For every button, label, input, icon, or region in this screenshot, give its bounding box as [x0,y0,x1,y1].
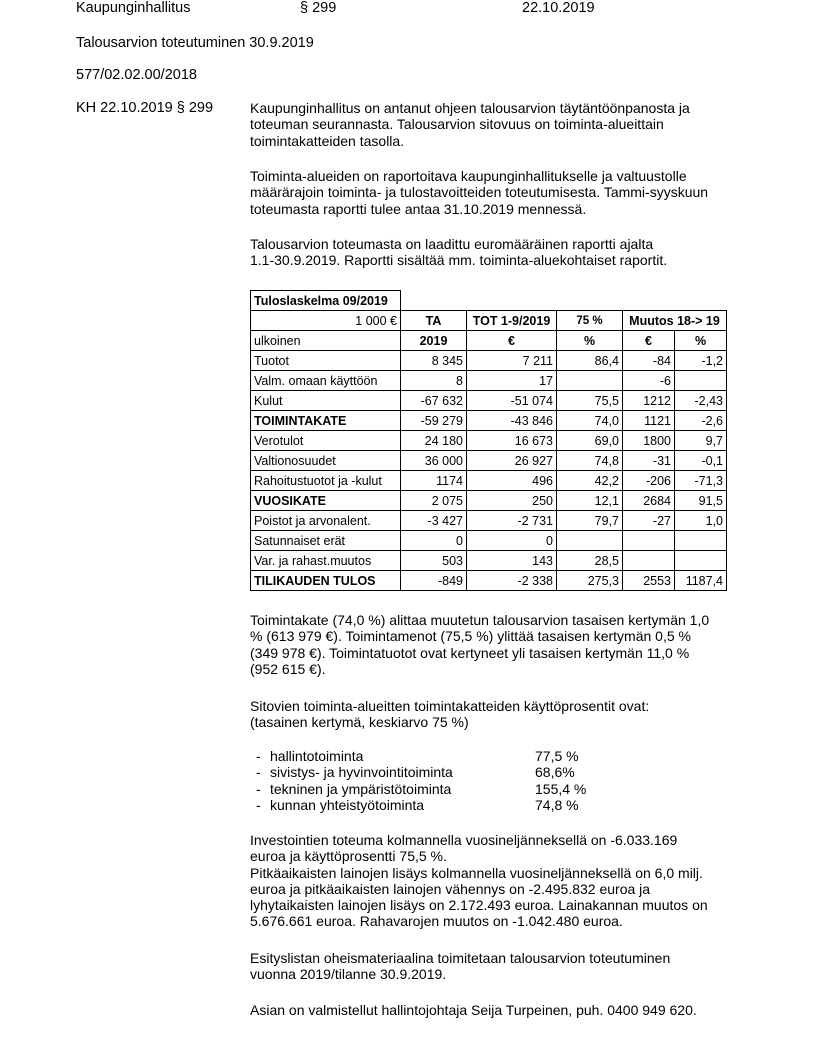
preparer-line [250,1002,740,1018]
cell-change-pct: -71,3 [675,471,727,491]
list-item-value: 155,4 % [535,780,587,797]
list-dash: - [256,796,261,813]
cell-change: -84 [623,351,675,371]
cell-change [623,551,675,571]
cell-pct: 79,7 [557,511,623,531]
text-line: Pitkäaikaisten lainojen lisäys kolmannella vuosineljänneksellä on 6,0 milj. [250,864,703,881]
cell-tot: 496 [467,471,557,491]
subheader-euro: € [467,331,557,351]
text-line: 5.676.661 euroa. Rahavarojen muutos on -1.042.480 euroa. [250,913,623,930]
cell-pct: 42,2 [557,471,623,491]
subheader-label: ulkoinen [251,331,401,351]
cell-change-pct: -1,2 [675,351,727,371]
cell-pct: 69,0 [557,431,623,451]
row-label: Valm. omaan käyttöön [251,371,401,391]
table-title-row [251,291,727,311]
cell-change: 2684 [623,491,675,511]
cell-change: -6 [623,371,675,391]
text-line: % (613 979 €). Toimintamenot (75,5 %) ylittää tasaisen kertymän 0,5 % [250,628,691,645]
cell-change-pct: 91,5 [675,491,727,511]
text-line: lyhytaikaisten lainojen lisäys on 2.172.493 euroa. Lainakannan muutos on [250,897,708,914]
cell-pct: 86,4 [557,351,623,371]
row-label: Satunnaiset erät [251,531,401,551]
cell-tot: 7 211 [467,351,557,371]
cell-change-pct: 1,0 [675,511,727,531]
cell-ta: -59 279 [401,411,467,431]
subheader-change-euro: € [623,331,675,351]
cell-change: -27 [623,511,675,531]
list-item-label: tekninen ja ympäristötoiminta [270,780,452,797]
cell-change-pct: 1187,4 [675,571,727,591]
text-line: 1.1-30.9.2019. Raportti sisältää mm. toiminta-aluekohtaiset raportit. [250,252,668,269]
table-row [251,491,727,511]
row-label: Tuotot [251,351,401,371]
cell-pct [557,531,623,551]
intro-paragraph-1 [250,100,740,149]
row-label: Var. ja rahast.muutos [251,551,401,571]
cell-ta: 36 000 [401,451,467,471]
income-statement-table [250,290,727,591]
text-line: Kaupunginhallitus on antanut ohjeen talousarvion täytäntöönpanosta ja [250,100,690,116]
row-label: TILIKAUDEN TULOS [251,571,401,591]
usage-intro [250,698,740,731]
table-title: Tuloslaskelma 09/2019 [251,291,401,311]
cell-ta: 0 [401,531,467,551]
list-item [256,748,616,764]
subheader-year: 2019 [401,331,467,351]
cell-tot: 143 [467,551,557,571]
table-subheader-row [251,331,727,351]
row-label: Poistot ja arvonalent. [251,511,401,531]
cell-change: -31 [623,451,675,471]
cell-ta: 503 [401,551,467,571]
table-row [251,391,727,411]
cell-ta: 2 075 [401,491,467,511]
cell-change-pct [675,551,727,571]
list-dash: - [256,748,261,764]
list-dash: - [256,764,261,781]
text-line: toimintakatteiden tasolla. [250,132,405,149]
list-item-value: 74,8 % [535,796,579,813]
list-dash: - [256,780,261,797]
table-row [251,551,727,571]
list-item-label: hallintotoiminta [270,748,364,764]
row-label: TOIMINTAKATE [251,411,401,431]
header-unit: 1 000 € [251,311,401,331]
section-number: § 299 [300,0,337,16]
list-item [256,764,616,780]
cell-pct: 28,5 [557,551,623,571]
text-line: Toimintakate (74,0 %) alittaa muutetun talousarvion tasaisen kertymän 1,0 [250,612,710,628]
cell-pct: 74,8 [557,451,623,471]
cell-change: 1800 [623,431,675,451]
record-number: 577/02.02.00/2018 [76,67,197,83]
text-line: Sitovien toiminta-alueitten toimintakatteiden käyttöprosentit ovat: [250,698,650,714]
investment-paragraph [250,832,740,930]
row-label: VUOSIKATE [251,491,401,511]
usage-list [256,748,616,813]
cell-tot: -2 338 [467,571,557,591]
subheader-pct: % [557,331,623,351]
list-item-label: kunnan yhteistyötoiminta [270,796,425,813]
header-ta: TA [401,311,467,331]
row-label: Rahoitustuotot ja -kulut [251,471,401,491]
table-row [251,431,727,451]
subheader-change-pct: % [675,331,727,351]
body-name: Kaupunginhallitus [76,0,191,16]
table-row [251,471,727,491]
attachment-paragraph [250,950,740,983]
cell-change [623,531,675,551]
table-row [251,371,727,391]
text-line: vuonna 2019/tilanne 30.9.2019. [250,966,447,983]
row-label: Verotulot [251,431,401,451]
cell-pct: 74,0 [557,411,623,431]
cell-change: 2553 [623,571,675,591]
header-pct-target: 75 % [557,311,623,331]
meeting-reference: KH 22.10.2019 § 299 [76,100,214,116]
text-line: Investointien toteuma kolmannella vuosineljänneksellä on -6.033.169 [250,832,678,848]
header-change: Muutos 18-> 19 [623,311,727,331]
cell-change-pct: 9,7 [675,431,727,451]
table-header-row [251,311,727,331]
cell-change: -206 [623,471,675,491]
text-line: Toiminta-alueiden on raportoitava kaupunginhallitukselle ja valtuustolle [250,168,687,184]
cell-pct: 12,1 [557,491,623,511]
header-tot: TOT 1-9/2019 [467,311,557,331]
text-line: määrärajoin toiminta- ja tulostavoitteiden toteutumisesta. Tammi-syyskuun [250,184,709,201]
table-row [251,571,727,591]
table-row [251,531,727,551]
text-line: (952 615 €). [250,660,326,677]
cell-ta: 24 180 [401,431,467,451]
cell-pct [557,371,623,391]
text-line: Asian on valmistellut hallintojohtaja Seija Turpeinen, puh. 0400 949 620. [250,1002,697,1018]
cell-change: 1121 [623,411,675,431]
list-item [256,781,616,797]
table-row [251,511,727,531]
text-line: euroa ja pitkäaikaisten lainojen vähennys on -2.495.832 euroa ja [250,880,651,897]
row-label: Kulut [251,391,401,411]
table-row [251,351,727,371]
text-line: euroa ja käyttöprosentti 75,5 %. [250,848,447,865]
cell-tot: 0 [467,531,557,551]
cell-tot: -2 731 [467,511,557,531]
meeting-date: 22.10.2019 [522,0,595,16]
cell-ta: -67 632 [401,391,467,411]
cell-change-pct: -0,1 [675,451,727,471]
cell-tot: 17 [467,371,557,391]
text-line: (tasainen kertymä, keskiarvo 75 %) [250,714,469,731]
cell-tot: 26 927 [467,451,557,471]
cell-ta: 8 345 [401,351,467,371]
cell-change-pct [675,531,727,551]
document-title: Talousarvion toteutuminen 30.9.2019 [76,35,314,51]
cell-tot: -43 846 [467,411,557,431]
table-row [251,411,727,431]
cell-change-pct [675,371,727,391]
text-line: toteumasta raportti tulee antaa 31.10.2019 mennessä. [250,200,587,217]
cell-ta: -849 [401,571,467,591]
cell-change-pct: -2,43 [675,391,727,411]
cell-ta: -3 427 [401,511,467,531]
text-line: toteuman seurannasta. Talousarvion sitovuus on toiminta-alueittain [250,116,664,133]
cell-tot: 16 673 [467,431,557,451]
table-row [251,451,727,471]
cell-ta: 1174 [401,471,467,491]
text-line: (349 978 €). Toimintatuotot ovat kertyneet yli tasaisen kertymän 11,0 % [250,644,690,661]
text-line: Talousarvion toteumasta on laadittu euromääräinen raportti ajalta [250,236,654,252]
list-item-label: sivistys- ja hyvinvointitoiminta [270,764,453,781]
intro-paragraph-2 [250,168,740,217]
intro-paragraph-3 [250,236,740,269]
cell-change-pct: -2,6 [675,411,727,431]
cell-tot: 250 [467,491,557,511]
cell-ta: 8 [401,371,467,391]
cell-change: 1212 [623,391,675,411]
cell-tot: -51 074 [467,391,557,411]
list-item-value: 68,6% [535,764,575,781]
list-item [256,797,616,813]
cell-pct: 275,3 [557,571,623,591]
text-line: Esityslistan oheismateriaalina toimitetaan talousarvion toteutuminen [250,950,671,966]
row-label: Valtionosuudet [251,451,401,471]
list-item-value: 77,5 % [535,748,579,764]
cell-pct: 75,5 [557,391,623,411]
summary-paragraph [250,612,740,677]
